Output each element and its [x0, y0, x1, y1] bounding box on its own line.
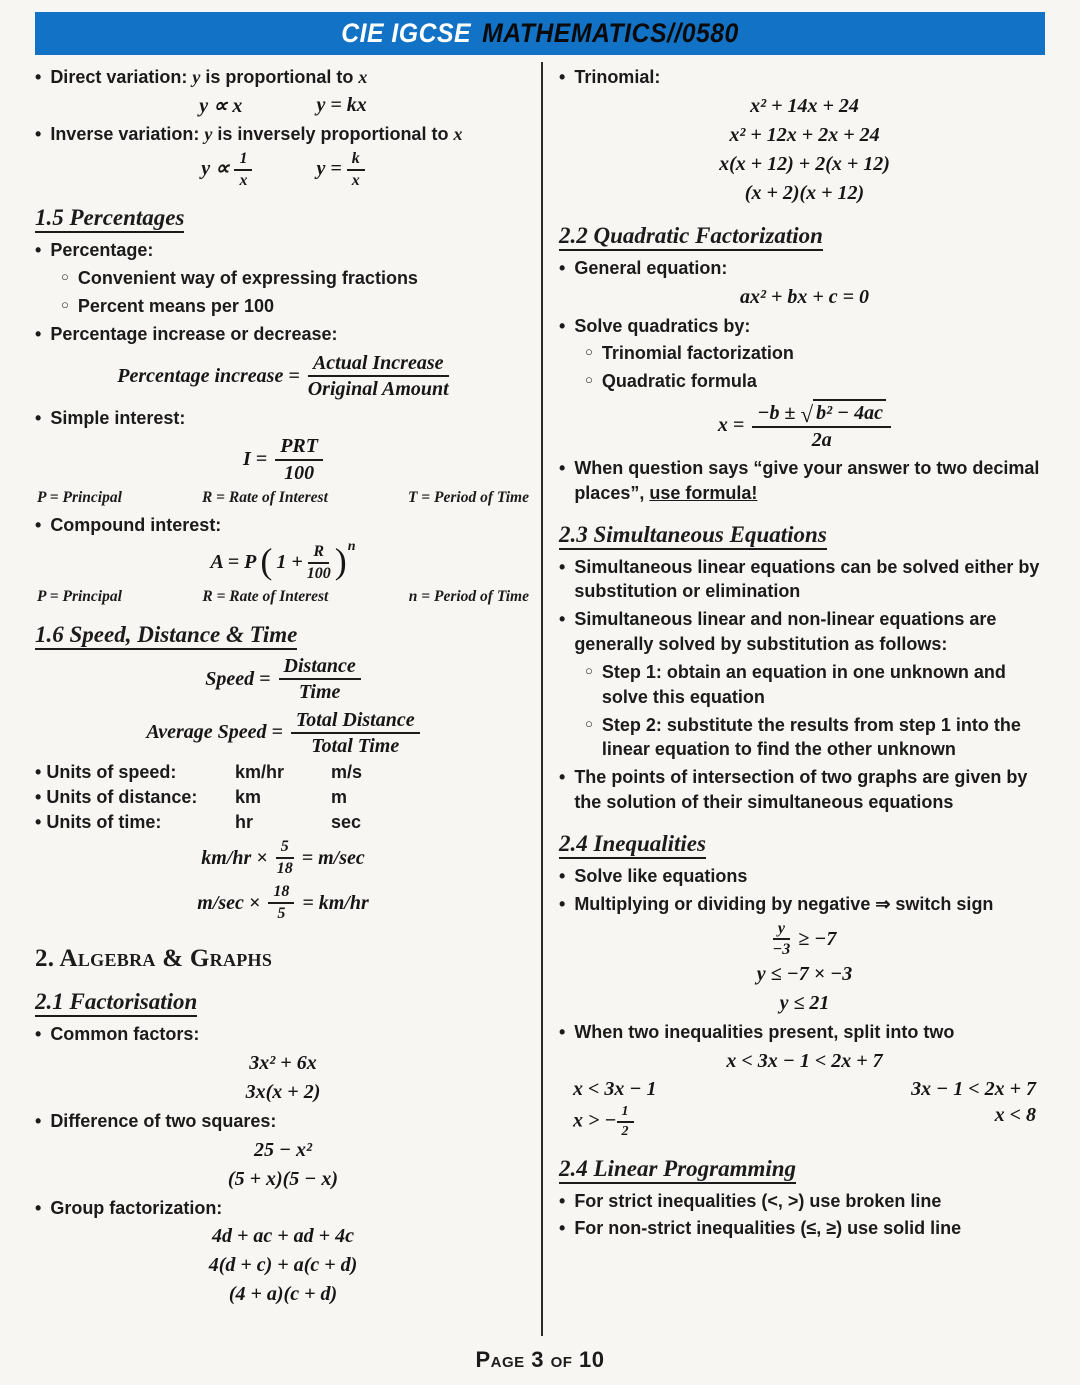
split-left: x < 3x − 1 — [573, 1078, 657, 1101]
fraction-denominator: Total Time — [311, 734, 400, 757]
formula-lhs: km/hr × — [201, 846, 268, 869]
header-title — [341, 18, 739, 49]
percentage-increase-formula — [35, 352, 531, 401]
math-line: x < 3x − 1 < 2x + 7 — [726, 1050, 883, 1073]
section-heading-percentages — [35, 205, 531, 231]
fraction — [617, 1104, 634, 1139]
math-var: y — [192, 67, 201, 87]
fraction-numerator: k — [347, 150, 365, 171]
simultaneous-bullet-2 — [559, 607, 1050, 657]
fraction-numerator: 1 — [617, 1104, 634, 1123]
definition: T = Period of Time — [407, 489, 529, 507]
compound-interest-definitions — [37, 588, 529, 606]
fraction-denominator: Time — [298, 681, 341, 704]
formula-y-prop-x: y ∝ x — [199, 94, 243, 117]
circle-bullet-icon: ○ — [61, 269, 69, 285]
note-text: When question says “give your answer to two decimal places”, — [574, 457, 1040, 503]
math-line: 3x(x + 2) — [245, 1080, 321, 1103]
bullet-icon: • — [35, 762, 42, 783]
difference-of-squares-bullet — [35, 1109, 531, 1134]
fraction-denominator: 2a — [811, 428, 832, 451]
bullet-text: Solve like equations — [574, 865, 748, 886]
section-heading-factorisation — [35, 989, 531, 1015]
sub-bullet-text: Step 1: obtain an equation in one unknown and solve this equation — [601, 661, 1006, 707]
simple-interest-definitions — [37, 489, 529, 507]
math-var: x — [453, 123, 463, 144]
general-equation-label: General equation: — [574, 257, 728, 278]
bullet-icon: • — [35, 240, 42, 261]
fraction-denominator: x — [239, 171, 248, 189]
bullet-icon: • — [559, 556, 566, 577]
speed-formula — [35, 655, 531, 704]
percentage-incdec-bullet — [35, 322, 531, 347]
fraction-denominator: 100 — [306, 564, 331, 582]
use-formula-note — [574, 456, 1050, 506]
formula-lhs: Average Speed = — [146, 721, 283, 744]
section-heading-speed-distance-time — [35, 622, 531, 648]
fraction-denominator: −3 — [772, 941, 791, 959]
circle-bullet-icon: ○ — [585, 344, 593, 360]
definition: R = Rate of Interest — [201, 489, 328, 507]
sub-bullet-text: Quadratic formula — [601, 371, 757, 392]
fraction — [234, 150, 252, 190]
fraction-numerator: 18 — [268, 883, 294, 904]
heading-text: 2.1 Factorisation — [35, 989, 197, 1017]
general-equation-bullet — [559, 256, 1050, 281]
radicand: b² − 4ac — [813, 399, 886, 424]
inverse-variation-text — [50, 122, 531, 147]
math-line: ax² + bx + c = 0 — [739, 285, 870, 308]
kmhr-to-msec-formula — [35, 838, 531, 878]
common-factors-bullet — [35, 1022, 531, 1047]
fraction — [773, 920, 791, 960]
exponent: n — [347, 538, 356, 554]
unit-value: km/hr — [235, 762, 285, 783]
units-label-text: Units of speed: — [46, 762, 177, 783]
inequalities-bullet-1 — [559, 864, 1050, 889]
compound-interest-label: Compound interest: — [50, 515, 222, 536]
inverse-variation-mid: is inversely proportional to — [212, 123, 454, 144]
direct-variation-formulas — [35, 93, 531, 118]
bullet-icon: • — [35, 407, 42, 428]
formula-rhs: = m/sec — [301, 846, 365, 869]
fraction-denominator: 5 — [277, 905, 286, 923]
bullet-icon: • — [35, 515, 42, 536]
note-underlined-text: use formula! — [649, 482, 758, 503]
section-heading-inequalities — [559, 831, 1050, 857]
definition: n = Period of Time — [408, 587, 529, 605]
section-heading-simultaneous-equations — [559, 522, 1050, 548]
percentage-label: Percentage: — [50, 240, 154, 261]
heading-text: 2.4 Linear Programming — [559, 1156, 796, 1184]
math-line: 4(d + c) + a(c + d) — [208, 1254, 358, 1277]
split-left — [573, 1104, 634, 1139]
math-line: (x + 2)(x + 12) — [744, 181, 865, 204]
inequalities-bullet-3 — [559, 1020, 1050, 1045]
trinomial-bullet — [559, 65, 1050, 90]
formula-lhs: Speed = — [205, 667, 271, 690]
group-factorization-bullet — [35, 1196, 531, 1221]
page-number: Page 3 of 10 — [475, 1347, 605, 1372]
direct-variation-mid: is proportional to — [200, 67, 359, 87]
inequality-fraction-example — [559, 920, 1050, 960]
fraction-numerator: y — [773, 920, 790, 941]
trinomial-label: Trinomial: — [574, 67, 661, 87]
bullet-icon: • — [35, 1197, 42, 1218]
fraction — [307, 543, 331, 583]
units-label-text: Units of distance: — [46, 787, 198, 808]
fraction — [268, 883, 294, 923]
radical-icon: √ — [800, 401, 814, 427]
big-paren-right: ) — [334, 540, 347, 581]
bullet-icon: • — [559, 893, 566, 914]
formula-inner: 1 + — [276, 551, 303, 574]
compound-interest-bullet — [35, 513, 531, 538]
math-line: y ≤ −7 × −3 — [756, 963, 853, 986]
units-label — [35, 762, 235, 783]
formula-lhs: m/sec × — [197, 891, 261, 914]
linear-programming-bullet-2 — [559, 1216, 1050, 1241]
formula-inner: −b ± — [757, 402, 796, 425]
unit-value: m — [331, 787, 348, 808]
simultaneous-bullet-1 — [559, 555, 1050, 605]
formula-y-prop-1overx — [201, 150, 252, 190]
formula-lhs: I = — [243, 448, 268, 471]
bullet-text: For strict inequalities (<, >) use broken line — [574, 1190, 942, 1211]
circle-bullet-icon: ○ — [61, 297, 69, 313]
bullet-icon: • — [559, 1218, 566, 1239]
fraction-numerator: Distance — [279, 655, 361, 680]
header-title-left: CIE IGCSE — [341, 18, 471, 48]
formula-lhs: Percentage increase = — [117, 364, 300, 387]
direct-variation-bullet — [35, 65, 531, 90]
average-speed-formula — [35, 709, 531, 758]
bullet-icon: • — [35, 123, 42, 144]
math-line: x² + 14x + 24 — [750, 94, 859, 117]
heading-text: 2.2 Quadratic Factorization — [559, 223, 823, 251]
sub-bullet-text: Step 2: substitute the results from step 1 into the linear equation to find the other unknown — [601, 714, 1021, 760]
heading-text: 1.6 Speed, Distance & Time — [35, 622, 297, 650]
split-right: 3x − 1 < 2x + 7 — [911, 1078, 1036, 1101]
sub-bullet-text: Percent means per 100 — [77, 296, 274, 317]
circle-bullet-icon: ○ — [585, 715, 593, 731]
units-label-text: Units of time: — [46, 812, 162, 833]
units-of-speed-row — [35, 762, 531, 783]
fraction-numerator: PRT — [275, 435, 323, 460]
fraction-denominator: x — [351, 171, 360, 189]
fraction-denominator: 100 — [284, 461, 315, 484]
bullet-icon: • — [559, 1022, 566, 1043]
fraction-numerator: 1 — [234, 150, 252, 171]
split-inequality-row-1 — [559, 1078, 1050, 1101]
fraction — [279, 655, 361, 704]
math-line: x² + 12x + 2x + 24 — [729, 123, 880, 146]
unit-value: hr — [235, 812, 253, 833]
fraction-denominator: 2 — [621, 1123, 629, 1139]
direct-variation-label: Direct variation: — [50, 67, 188, 87]
fraction-numerator: Actual Increase — [308, 352, 449, 377]
units-label — [35, 787, 235, 808]
formula-lhs: A = P — [210, 551, 257, 574]
fraction — [308, 352, 449, 401]
right-column — [543, 62, 1050, 1336]
math-line: 4d + ac + ad + 4c — [212, 1225, 354, 1248]
bullet-text: Simultaneous linear equations can be solved either by substitution or elimination — [574, 556, 1040, 602]
fraction — [291, 709, 420, 758]
heading-text: 2.3 Simultaneous Equations — [559, 522, 827, 550]
fraction-denominator: Original Amount — [307, 378, 449, 401]
fraction — [275, 435, 323, 484]
common-factors-label: Common factors: — [50, 1024, 200, 1044]
big-paren-left: ( — [260, 540, 273, 581]
fraction-numerator: 5 — [276, 838, 294, 859]
bullet-icon: • — [35, 323, 42, 344]
split-inequality-row-2 — [559, 1104, 1050, 1139]
math-line: y ≤ 21 — [779, 992, 830, 1015]
header-title-right: MATHEMATICS//0580 — [482, 18, 739, 48]
heading-text: 1.5 Percentages — [35, 205, 184, 233]
math-line: x(x + 12) + 2(x + 12) — [719, 152, 890, 175]
two-column-content — [35, 62, 1050, 1336]
inequalities-bullet-2 — [559, 892, 1050, 917]
solve-quadratics-bullet — [559, 314, 1050, 339]
solve-sub1 — [585, 341, 1050, 366]
bullet-icon: • — [559, 67, 566, 87]
bullet-icon: • — [559, 865, 566, 886]
use-formula-note-bullet — [559, 456, 1050, 506]
section-heading-linear-programming — [559, 1156, 1050, 1182]
left-column — [35, 62, 541, 1336]
math-var: x — [358, 67, 368, 87]
header-bar — [35, 12, 1045, 55]
bullet-text: For non-strict inequalities (≤, ≥) use solid line — [574, 1218, 962, 1239]
formula-lhs: x = — [717, 413, 745, 436]
bullet-icon: • — [559, 457, 566, 478]
inverse-variation-formulas — [35, 150, 531, 190]
math-line: 25 − x² — [253, 1138, 313, 1161]
formula-rhs: = km/hr — [302, 891, 369, 914]
fraction-numerator: R — [308, 543, 329, 564]
simple-interest-label: Simple interest: — [50, 407, 186, 428]
sub-bullet-text: Convenient way of expressing fractions — [77, 268, 418, 289]
bullet-icon: • — [35, 787, 42, 808]
quadratic-formula — [559, 399, 1050, 451]
percentage-bullet — [35, 238, 531, 263]
definition: R = Rate of Interest — [202, 587, 329, 605]
fraction-numerator — [752, 399, 891, 427]
definition: P = Principal — [37, 587, 122, 605]
circle-bullet-icon: ○ — [585, 372, 593, 388]
inverse-variation-bullet — [35, 122, 531, 147]
formula-y-eq-koverx — [316, 150, 364, 190]
fraction-numerator: Total Distance — [291, 709, 420, 734]
bullet-text: Simultaneous linear and non-linear equations are generally solved by substitution as follows: — [574, 609, 997, 655]
math-line: (5 + x)(5 − x) — [227, 1167, 339, 1190]
units-of-distance-row — [35, 787, 531, 808]
simultaneous-step1 — [585, 660, 1050, 710]
group-factorization-label: Group factorization: — [50, 1197, 223, 1218]
simple-interest-formula — [35, 435, 531, 484]
bullet-icon: • — [35, 1024, 42, 1044]
percentage-sub1 — [61, 266, 531, 291]
heading-text: 2.4 Inequalities — [559, 831, 706, 859]
definition: P = Principal — [37, 489, 122, 507]
bullet-text: Multiplying or dividing by negative ⇒ switch sign — [574, 893, 994, 914]
solve-sub2 — [585, 369, 1050, 394]
formula-lhs: y ∝ — [201, 157, 230, 180]
bullet-icon: • — [559, 315, 566, 336]
compound-interest-formula — [35, 538, 531, 583]
section-heading-quadratic-factorization — [559, 223, 1050, 249]
fraction — [752, 399, 891, 451]
simple-interest-bullet — [35, 406, 531, 431]
fraction — [347, 150, 365, 190]
simultaneous-bullet-3 — [559, 765, 1050, 815]
formula-rhs: ≥ −7 — [798, 927, 837, 950]
bullet-icon: • — [559, 1190, 566, 1211]
bullet-text: The points of intersection of two graphs are given by the solution of their simultaneous equations — [574, 767, 1028, 813]
inverse-variation-label: Inverse variation: — [50, 123, 200, 144]
bullet-icon: • — [35, 812, 42, 833]
bullet-icon: • — [35, 67, 42, 87]
simultaneous-step2 — [585, 713, 1050, 763]
math-line: 3x² + 6x — [249, 1051, 317, 1074]
direct-variation-text — [50, 65, 531, 90]
math-line: (4 + a)(c + d) — [228, 1283, 338, 1306]
split-right: x < 8 — [994, 1104, 1036, 1127]
formula-lhs: x > − — [573, 1109, 617, 1132]
solve-quadratics-label: Solve quadratics by: — [574, 315, 751, 336]
math-var: y — [204, 123, 213, 144]
msec-to-kmhr-formula — [35, 883, 531, 923]
bullet-icon: • — [559, 609, 566, 630]
bullet-icon: • — [559, 257, 566, 278]
unit-value: sec — [331, 812, 362, 833]
units-label — [35, 812, 235, 833]
sub-bullet-text: Trinomial factorization — [601, 343, 794, 364]
bullet-icon: • — [559, 767, 566, 788]
linear-programming-bullet-1 — [559, 1189, 1050, 1214]
formula-lhs: y = — [316, 157, 342, 180]
formula-y-eq-kx: y = kx — [316, 93, 367, 116]
difference-of-squares-label: Difference of two squares: — [50, 1110, 277, 1131]
percentage-sub2 — [61, 294, 531, 319]
bullet-text: When two inequalities present, split into two — [574, 1022, 955, 1043]
fraction-denominator: 18 — [276, 860, 293, 878]
units-of-time-row — [35, 812, 531, 833]
fraction — [276, 838, 294, 878]
unit-value: m/s — [331, 762, 363, 783]
bullet-icon: • — [35, 1110, 42, 1131]
chapter-heading-algebra-graphs: 2. Algebra & Graphs — [35, 945, 273, 972]
unit-value: km — [235, 787, 262, 808]
percentage-incdec-label: Percentage increase or decrease: — [50, 323, 338, 344]
circle-bullet-icon: ○ — [585, 662, 593, 678]
